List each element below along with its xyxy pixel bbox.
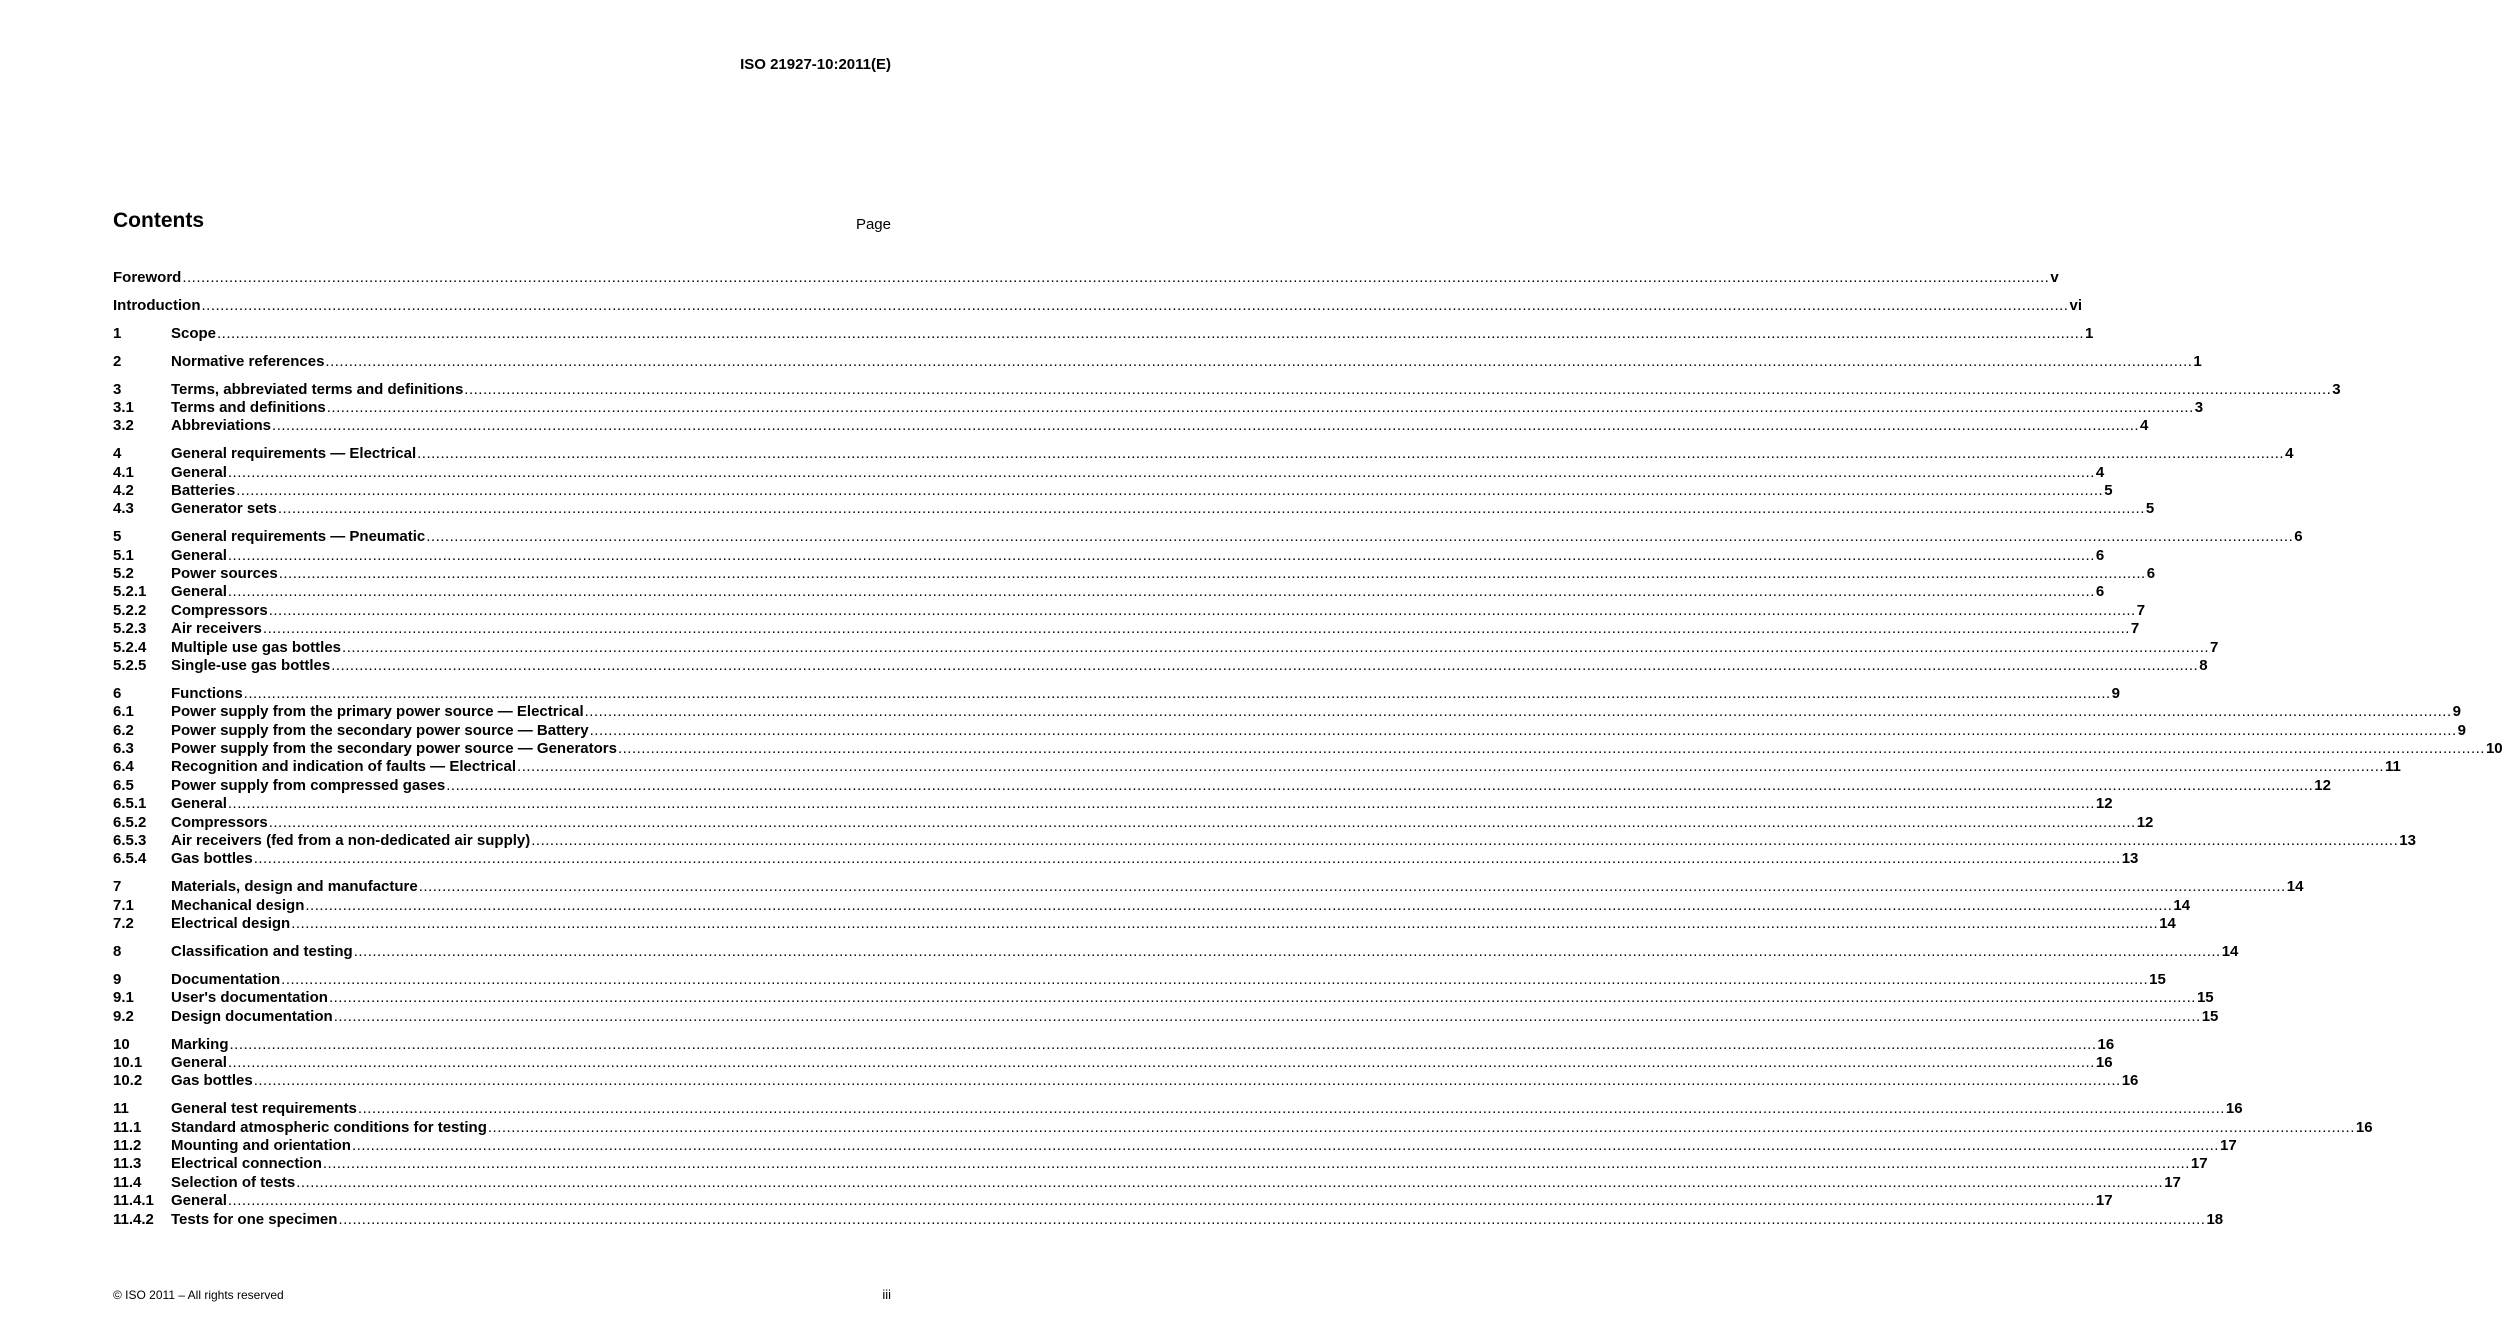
toc-entry-number: 2: [113, 352, 122, 370]
toc-entry-page: 3: [2194, 398, 2204, 416]
toc-entry-title: Terms, abbreviated terms and definitions: [171, 380, 464, 398]
toc-entry-page: 16: [2097, 1035, 2115, 1053]
toc-entry-title: Power sources: [171, 565, 278, 583]
toc-entry[interactable]: [113, 1072, 2139, 1090]
toc-entry-page: 15: [2201, 1007, 2219, 1025]
toc-group: [113, 296, 2082, 315]
toc-entry[interactable]: [113, 324, 2094, 343]
toc-dot-leader: ................................................................................................................................................................................................................................................................................................................................................................................................................: [351, 1137, 2219, 1155]
toc-entry[interactable]: [113, 989, 2214, 1007]
toc-dot-leader: ................................................................................................................................................................................................................................................................................................................................................................................................................: [182, 269, 2050, 286]
toc-entry-title: General: [171, 583, 227, 601]
toc-dot-leader: ................................................................................................................................................................................................................................................................................................................................................................................................................: [268, 813, 2136, 831]
toc-entry-title: Tests for one specimen: [171, 1210, 338, 1228]
toc-entry-number: 4.3: [113, 500, 134, 518]
toc-entry-title: Gas bottles: [171, 1072, 253, 1090]
toc-entry-page: 15: [2149, 970, 2166, 988]
toc-entry-title: General: [171, 546, 227, 564]
toc-entry-page: 14: [2173, 896, 2191, 914]
toc-entry-page: vi: [2069, 296, 2082, 314]
toc-dot-leader: ................................................................................................................................................................................................................................................................................................................................................................................................................: [278, 565, 2146, 583]
toc-entry-page: 17: [2190, 1155, 2208, 1173]
toc-entry-title: General requirements — Pneumatic: [171, 528, 426, 546]
toc-entry[interactable]: [113, 417, 2149, 435]
toc-entry-title: General: [171, 1053, 227, 1071]
toc-entry-page: 7: [2136, 601, 2146, 619]
toc-entry-page: 17: [2219, 1137, 2237, 1155]
toc-entry-page: 12: [2314, 776, 2331, 794]
toc-entry-title: Terms and definitions: [171, 398, 326, 416]
toc-dot-leader: ................................................................................................................................................................................................................................................................................................................................................................................................................: [227, 795, 2095, 813]
toc-entry-page: 5: [2145, 500, 2155, 518]
toc-entry-number: 8: [113, 943, 122, 960]
toc-entry-title: Electrical connection: [171, 1155, 322, 1173]
toc-entry[interactable]: [113, 915, 2176, 933]
toc-entry-page: v: [2050, 269, 2059, 286]
toc-dot-leader: ................................................................................................................................................................................................................................................................................................................................................................................................................: [589, 721, 2457, 739]
toc-entry-number: 9.1: [113, 989, 134, 1007]
toc-dot-leader: ................................................................................................................................................................................................................................................................................................................................................................................................................: [353, 943, 2221, 960]
toc-entry-page: 16: [2095, 1053, 2113, 1071]
toc-group: [113, 324, 2094, 343]
toc-dot-leader: ................................................................................................................................................................................................................................................................................................................................................................................................................: [229, 1035, 2097, 1053]
toc-entry-title: General: [171, 463, 227, 481]
toc-entry-title: Compressors: [171, 601, 268, 619]
toc-entry-number: 10: [113, 1035, 130, 1053]
toc-entry-page: 14: [2286, 878, 2304, 896]
toc-dot-leader: ................................................................................................................................................................................................................................................................................................................................................................................................................: [517, 758, 2385, 776]
toc-dot-leader: ................................................................................................................................................................................................................................................................................................................................................................................................................: [227, 583, 2095, 601]
toc-entry-number: 3: [113, 380, 122, 398]
toc-entry-page: 6: [2146, 565, 2156, 583]
toc-entry-page: 12: [2136, 813, 2154, 831]
toc-entry[interactable]: [113, 943, 2239, 961]
toc-entry-title: Abbreviations: [171, 417, 272, 435]
toc-entry[interactable]: [113, 657, 2208, 675]
toc-entry-title: Classification and testing: [171, 943, 353, 960]
footer-page-number: iii: [882, 1287, 891, 1302]
toc-entry-number: 7.2: [113, 915, 134, 933]
toc-dot-leader: ................................................................................................................................................................................................................................................................................................................................................................................................................: [617, 740, 2485, 758]
toc-entry-number: 6.5.4: [113, 850, 147, 868]
toc-dot-leader: ................................................................................................................................................................................................................................................................................................................................................................................................................: [487, 1118, 2355, 1136]
toc-entry-number: 6.4: [113, 758, 134, 776]
toc-entry-number: 3.1: [113, 398, 134, 416]
toc-entry[interactable]: [113, 896, 2191, 915]
toc-entry-page: 6: [2294, 528, 2303, 546]
toc-entry-page: 4: [2140, 417, 2149, 435]
toc-entry-page: 9: [2457, 721, 2466, 739]
toc-entry-number: 11.4.1: [113, 1192, 154, 1210]
toc-entry-number: 6.5.3: [113, 832, 147, 850]
toc-group: [113, 970, 2219, 1026]
toc-entry-page: 8: [2199, 657, 2208, 675]
toc-entry[interactable]: [113, 703, 2461, 721]
footer-copyright: © ISO 2011 – All rights reserved: [113, 1288, 284, 1302]
toc-entry[interactable]: [113, 380, 2341, 399]
toc-entry-title: Recognition and indication of faults — Electrical: [171, 758, 517, 776]
toc-entry-title: Normative references: [171, 352, 325, 370]
toc-entry-page: 1: [2193, 352, 2202, 370]
toc-entry[interactable]: [113, 721, 2466, 740]
toc-entry-page: 14: [2221, 943, 2239, 960]
toc-entry-number: 10.2: [113, 1072, 143, 1090]
toc-entry-page: 13: [2399, 832, 2416, 850]
toc-entry-number: 5.2.4: [113, 638, 147, 656]
toc-dot-leader: ................................................................................................................................................................................................................................................................................................................................................................................................................: [217, 324, 2085, 342]
toc-entry-number: 6.2: [113, 721, 134, 739]
toc-dot-leader: ................................................................................................................................................................................................................................................................................................................................................................................................................: [342, 638, 2210, 656]
toc-entry-title: Marking: [171, 1035, 229, 1053]
toc-dot-leader: ................................................................................................................................................................................................................................................................................................................................................................................................................: [243, 684, 2111, 702]
toc-entry-page: 17: [2095, 1192, 2113, 1210]
toc-dot-leader: ................................................................................................................................................................................................................................................................................................................................................................................................................: [584, 703, 2452, 721]
toc-entry-title: Compressors: [171, 813, 268, 831]
toc-entry-page: 7: [2210, 638, 2219, 656]
toc-dot-leader: ................................................................................................................................................................................................................................................................................................................................................................................................................: [272, 417, 2140, 435]
toc-entry-number: 9: [113, 970, 122, 988]
toc-dot-leader: ................................................................................................................................................................................................................................................................................................................................................................................................................: [328, 989, 2196, 1007]
toc-entry-title: Introduction: [113, 296, 201, 314]
toc-entry-title: Mounting and orientation: [171, 1137, 351, 1155]
toc-entry-number: 5.2: [113, 565, 134, 583]
toc-entry-title: Scope: [171, 324, 217, 342]
toc-entry[interactable]: [113, 583, 2105, 601]
toc-entry[interactable]: [113, 445, 2294, 463]
toc-entry-number: 1: [113, 324, 122, 342]
toc-entry-number: 5.2.3: [113, 620, 147, 638]
toc-dot-leader: ................................................................................................................................................................................................................................................................................................................................................................................................................: [268, 601, 2136, 619]
toc-entry[interactable]: [113, 1210, 2224, 1229]
toc-group: [113, 878, 2304, 933]
toc-entry-title: Single-use gas bottles: [171, 657, 331, 675]
toc-entry-page: 11: [2385, 758, 2401, 776]
toc-entry[interactable]: [113, 565, 2156, 583]
toc-entry-title: Generator sets: [171, 500, 277, 518]
toc-dot-leader: ................................................................................................................................................................................................................................................................................................................................................................................................................: [446, 776, 2314, 794]
toc-entry-page: 16: [2121, 1072, 2139, 1090]
toc-entry-title: General: [171, 795, 227, 813]
toc-entry-title: Gas bottles: [171, 850, 253, 868]
toc-entry-number: 10.1: [113, 1053, 143, 1071]
toc-group: [113, 528, 2303, 675]
toc-dot-leader: ................................................................................................................................................................................................................................................................................................................................................................................................................: [426, 528, 2294, 546]
toc-entry[interactable]: [113, 813, 2154, 832]
toc-dot-leader: ................................................................................................................................................................................................................................................................................................................................................................................................................: [417, 445, 2285, 463]
toc-dot-leader: ................................................................................................................................................................................................................................................................................................................................................................................................................: [227, 463, 2095, 481]
toc-group: [113, 380, 2341, 436]
toc-entry[interactable]: [113, 352, 2202, 371]
toc-entry[interactable]: [113, 296, 2082, 315]
toc-entry-title: Air receivers (fed from a non-dedicated air supply): [171, 832, 531, 850]
toc-dot-leader: ................................................................................................................................................................................................................................................................................................................................................................................................................: [253, 1072, 2121, 1090]
toc-entry[interactable]: [113, 684, 2121, 703]
toc-entry-number: 6.3: [113, 740, 134, 758]
toc-group: [113, 352, 2202, 371]
toc-dot-leader: ................................................................................................................................................................................................................................................................................................................................................................................................................: [357, 1100, 2225, 1118]
toc-entry[interactable]: [113, 1100, 2243, 1118]
toc-entry-number: 4: [113, 445, 122, 463]
toc-entry-title: Selection of tests: [171, 1173, 296, 1191]
toc-entry-number: 3.2: [113, 417, 134, 435]
toc-dot-leader: ................................................................................................................................................................................................................................................................................................................................................................................................................: [227, 1053, 2095, 1071]
toc-entry-number: 6.5: [113, 776, 134, 794]
toc-entry-number: 5.2.2: [113, 601, 147, 619]
toc-dot-leader: ................................................................................................................................................................................................................................................................................................................................................................................................................: [331, 657, 2199, 675]
toc-entry[interactable]: [113, 1118, 2373, 1137]
toc-entry-title: Materials, design and manufacture: [171, 878, 418, 896]
toc-entry[interactable]: [113, 269, 2059, 287]
toc-entry[interactable]: [113, 1137, 2237, 1155]
toc-entry[interactable]: [113, 528, 2303, 546]
table-of-contents: [113, 269, 2503, 1238]
toc-entry-page: 4: [2095, 463, 2105, 481]
toc-entry-title: Functions: [171, 684, 243, 702]
page-column-label: Page: [855, 216, 891, 233]
toc-entry-number: 11.2: [113, 1137, 142, 1155]
toc-entry-title: Batteries: [171, 482, 236, 500]
toc-dot-leader: ................................................................................................................................................................................................................................................................................................................................................................................................................: [236, 482, 2104, 500]
toc-entry[interactable]: [113, 463, 2105, 482]
toc-entry[interactable]: [113, 795, 2113, 813]
toc-entry-page: 15: [2196, 989, 2214, 1007]
toc-entry[interactable]: [113, 832, 2416, 850]
toc-dot-leader: ................................................................................................................................................................................................................................................................................................................................................................................................................: [531, 832, 2399, 850]
toc-entry-number: 6: [113, 684, 122, 702]
toc-entry-number: 9.2: [113, 1007, 134, 1025]
toc-entry-page: 3: [2332, 380, 2341, 398]
toc-entry-number: 4.2: [113, 482, 134, 500]
toc-dot-leader: ................................................................................................................................................................................................................................................................................................................................................................................................................: [262, 620, 2130, 638]
toc-entry[interactable]: [113, 500, 2155, 518]
toc-entry[interactable]: [113, 970, 2166, 989]
toc-entry-page: 4: [2285, 445, 2294, 463]
toc-entry[interactable]: [113, 850, 2139, 868]
toc-entry-title: Power supply from the secondary power source — Generators: [171, 740, 617, 758]
toc-entry-number: 5.2.5: [113, 657, 147, 675]
toc-entry-title: Design documentation: [171, 1007, 333, 1025]
toc-entry-title: General test requirements: [171, 1100, 357, 1118]
toc-entry-page: 5: [2104, 482, 2113, 500]
toc-dot-leader: ................................................................................................................................................................................................................................................................................................................................................................................................................: [305, 896, 2173, 914]
toc-dot-leader: ................................................................................................................................................................................................................................................................................................................................................................................................................: [333, 1007, 2201, 1025]
toc-entry-number: 5: [113, 528, 122, 546]
toc-group: [113, 445, 2294, 519]
toc-entry[interactable]: [113, 1155, 2208, 1173]
toc-entry-number: 5.2.1: [113, 583, 147, 601]
toc-group: [113, 684, 2503, 869]
toc-entry[interactable]: [113, 482, 2113, 500]
toc-entry-page: 6: [2095, 546, 2105, 564]
toc-entry[interactable]: [113, 740, 2503, 758]
toc-entry-page: 9: [2111, 684, 2121, 702]
toc-entry-number: 6.5.1: [113, 795, 147, 813]
toc-dot-leader: ................................................................................................................................................................................................................................................................................................................................................................................................................: [253, 850, 2121, 868]
toc-entry[interactable]: [113, 776, 2331, 795]
toc-entry-title: Documentation: [171, 970, 281, 988]
toc-entry-title: Power supply from compressed gases: [171, 776, 446, 794]
toc-entry-number: 7.1: [113, 896, 134, 914]
toc-dot-leader: ................................................................................................................................................................................................................................................................................................................................................................................................................: [201, 296, 2069, 314]
toc-dot-leader: ................................................................................................................................................................................................................................................................................................................................................................................................................: [227, 1192, 2095, 1210]
toc-entry-number: 4.1: [113, 463, 134, 481]
toc-entry-number: 11: [113, 1100, 129, 1118]
toc-entry[interactable]: [113, 620, 2140, 638]
toc-dot-leader: ................................................................................................................................................................................................................................................................................................................................................................................................................: [322, 1155, 2190, 1173]
toc-entry-page: 13: [2121, 850, 2139, 868]
toc-entry-number: 5.1: [113, 546, 134, 564]
toc-group: [113, 269, 2059, 287]
toc-entry-title: Power supply from the primary power source — Electrical: [171, 703, 584, 721]
toc-entry-number: 11.1: [113, 1118, 142, 1136]
page-title: Contents: [113, 209, 204, 232]
toc-entry-number: 11.4.2: [113, 1210, 154, 1228]
toc-entry-title: Air receivers: [171, 620, 262, 638]
toc-dot-leader: ................................................................................................................................................................................................................................................................................................................................................................................................................: [291, 915, 2159, 933]
toc-entry[interactable]: [113, 398, 2204, 417]
toc-entry[interactable]: [113, 1192, 2113, 1210]
toc-dot-leader: ................................................................................................................................................................................................................................................................................................................................................................................................................: [418, 878, 2286, 896]
toc-entry-page: 12: [2095, 795, 2113, 813]
toc-entry-number: 6.1: [113, 703, 134, 721]
toc-entry-title: Power supply from the secondary power source — Battery: [171, 721, 589, 739]
toc-entry-title: Foreword: [113, 269, 182, 286]
toc-entry-title: General: [171, 1192, 227, 1210]
toc-group: [113, 943, 2239, 961]
toc-dot-leader: ................................................................................................................................................................................................................................................................................................................................................................................................................: [464, 380, 2332, 398]
toc-entry-page: 14: [2159, 915, 2176, 933]
toc-group: [113, 1100, 2373, 1229]
toc-dot-leader: ................................................................................................................................................................................................................................................................................................................................................................................................................: [326, 398, 2194, 416]
toc-dot-leader: ................................................................................................................................................................................................................................................................................................................................................................................................................: [227, 546, 2095, 564]
toc-entry-title: Electrical design: [171, 915, 291, 933]
toc-entry[interactable]: [113, 638, 2219, 657]
toc-entry[interactable]: [113, 1053, 2113, 1072]
toc-entry-page: 1: [2085, 324, 2094, 342]
toc-entry[interactable]: [113, 1173, 2181, 1192]
toc-entry-title: Mechanical design: [171, 896, 305, 914]
toc-entry-number: 11.4: [113, 1173, 142, 1191]
toc-entry-number: 6.5.2: [113, 813, 147, 831]
document-id: ISO 21927-10:2011(E): [740, 56, 891, 73]
toc-entry-title: Multiple use gas bottles: [171, 638, 342, 656]
toc-entry[interactable]: [113, 878, 2304, 896]
toc-entry[interactable]: [113, 546, 2105, 565]
toc-entry-page: 7: [2130, 620, 2140, 638]
toc-entry-title: User's documentation: [171, 989, 328, 1007]
toc-dot-leader: ................................................................................................................................................................................................................................................................................................................................................................................................................: [281, 970, 2149, 988]
toc-group: [113, 1035, 2139, 1091]
toc-dot-leader: ................................................................................................................................................................................................................................................................................................................................................................................................................: [338, 1210, 2206, 1228]
toc-entry-title: Standard atmospheric conditions for testing: [171, 1118, 487, 1136]
toc-entry-number: 11.3: [113, 1155, 142, 1173]
toc-entry-page: 18: [2206, 1210, 2224, 1228]
toc-entry[interactable]: [113, 1035, 2115, 1054]
toc-entry-title: General requirements — Electrical: [171, 445, 417, 463]
toc-entry[interactable]: [113, 601, 2146, 620]
toc-entry[interactable]: [113, 758, 2401, 776]
toc-entry[interactable]: [113, 1007, 2219, 1026]
toc-entry-page: 9: [2452, 703, 2461, 721]
toc-entry-page: 16: [2355, 1118, 2373, 1136]
toc-dot-leader: ................................................................................................................................................................................................................................................................................................................................................................................................................: [325, 352, 2193, 370]
toc-entry-page: 6: [2095, 583, 2105, 601]
toc-dot-leader: ................................................................................................................................................................................................................................................................................................................................................................................................................: [296, 1173, 2164, 1191]
toc-entry-page: 17: [2164, 1173, 2181, 1191]
toc-entry-number: 7: [113, 878, 122, 896]
toc-entry-page: 10: [2485, 740, 2503, 758]
toc-dot-leader: ................................................................................................................................................................................................................................................................................................................................................................................................................: [277, 500, 2145, 518]
toc-entry-page: 16: [2225, 1100, 2243, 1118]
